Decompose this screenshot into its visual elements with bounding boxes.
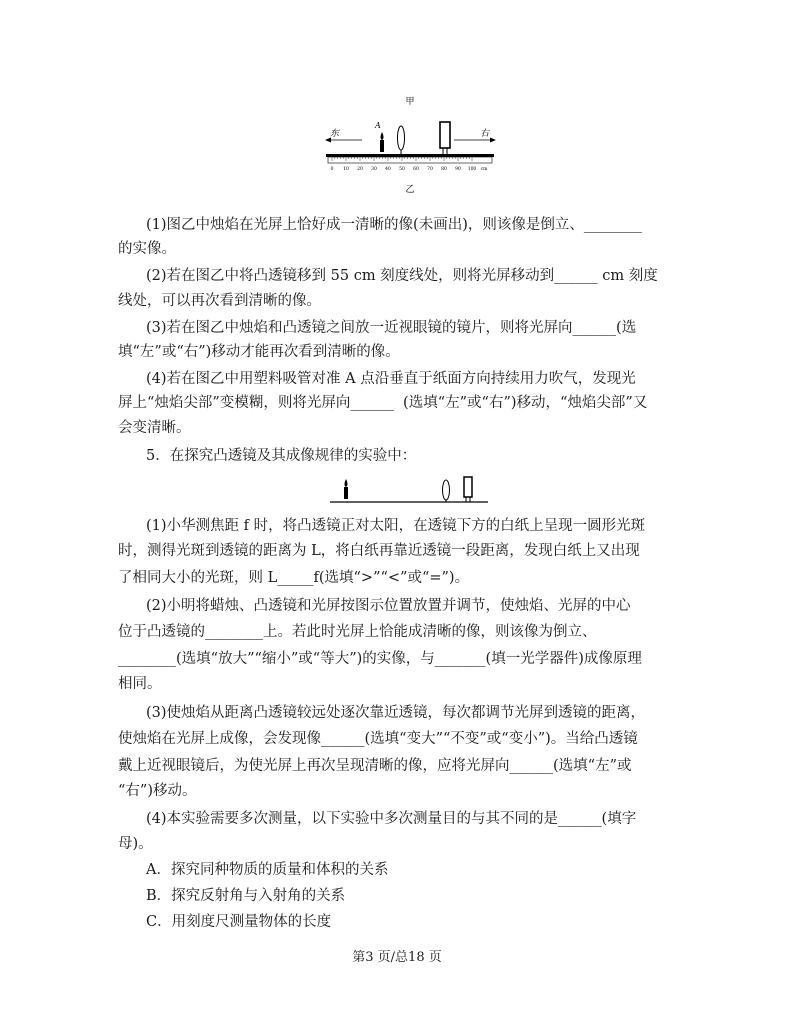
- question-5-line: 位于凸透镜的________上。若此时光屏上恰能成清晰的像，则该像为倒立、: [118, 624, 597, 640]
- question-4-line: 会变清晰。: [118, 420, 191, 436]
- question-5-line: 母)。: [118, 836, 153, 852]
- point-a-label: A: [375, 121, 381, 130]
- ruler-tick-label: 40: [385, 167, 391, 172]
- figure-title: 甲: [405, 97, 415, 107]
- candle-icon: [380, 140, 384, 152]
- lens-setup-figure: [326, 475, 492, 505]
- question-4-line: 线处，可以再次看到清晰的像。: [118, 293, 321, 309]
- question-5-title: 5．在探究凸透镜及其成像规律的实验中：: [146, 448, 417, 464]
- question-4-line: 的实像。: [118, 241, 176, 257]
- light-screen-icon: [464, 477, 472, 497]
- convex-lens-icon: [443, 480, 450, 500]
- right-label: 右: [480, 129, 490, 139]
- question-4-line: (3)若在图乙中烛焰和凸透镜之间放一近视眼镜的镜片，则将光屏向______(选: [146, 320, 637, 336]
- figure-caption: 乙: [405, 185, 415, 195]
- ruler-tick-label: 60: [413, 167, 419, 172]
- question-5-line: ________(选填“放大”“缩小”或“等大”)的实像，与_______(填一光学器件)成像原理: [118, 651, 642, 667]
- ruler-tick-label: 100: [467, 167, 477, 172]
- question-5-line: (3)使烛焰从距离凸透镜较远处逐次靠近透镜，每次都调节光屏到透镜的距离，: [146, 705, 646, 721]
- ruler-tick-label: 10: [343, 167, 349, 172]
- ruler-tick-label: 20: [357, 167, 363, 172]
- bench-bar: [326, 154, 494, 157]
- question-5-line: 戴上近视眼镜后，为使光屏上再次呈现清晰的像，应将光屏向______(选填“左”或: [118, 758, 632, 774]
- question-4-line: (1)图乙中烛焰在光屏上恰好成一清晰的像(未画出)，则该像是倒立、________: [146, 217, 642, 233]
- light-screen-icon: [440, 122, 450, 148]
- ruler-tick-label: cm: [480, 167, 488, 172]
- ruler-tick-label: 80: [441, 167, 447, 172]
- ruler-tick-labels: [331, 166, 489, 172]
- ruler: [328, 157, 492, 163]
- question-5-line: (1)小华测焦距 f 时，将凸透镜正对太阳，在透镜下方的白纸上呈现一圆形光斑: [146, 518, 646, 534]
- question-4-line: (2)若在图乙中将凸透镜移到 55 cm 刻度线处，则将光屏移动到______ cm 刻度: [146, 268, 658, 284]
- ruler-tick-label: 30: [371, 167, 377, 172]
- question-4-line: 填“左”或“右”)移动才能再次看到清晰的像。: [118, 344, 400, 360]
- candle-icon: [344, 487, 348, 499]
- question-5-line: 相同。: [118, 676, 162, 692]
- convex-lens-icon: [398, 126, 405, 150]
- question-5-line: 使烛焰在光屏上成像，会发现像______(选填“变大”“不变”或“变小”)。当给凸透镜: [118, 731, 638, 747]
- question-5-line: (2)小明将蜡烛、凸透镜和光屏按图示位置放置并调节，使烛焰、光屏的中心: [146, 598, 631, 614]
- question-5-line: 时，测得光斑到透镜的距离为 L，将白纸再靠近透镜一段距离，发现白纸上又出现: [118, 543, 640, 559]
- optical-bench-figure: [322, 92, 498, 196]
- question-5-line: (4)本实验需要多次测量，以下实验中多次测量目的与其不同的是______(填字: [146, 811, 637, 827]
- question-5-line: C．用刻度尺测量物体的长度: [146, 914, 332, 930]
- question-4-line: (4)若在图乙中用塑料吸管对准 A 点沿垂直于纸面方向持续用力吹气，发现光: [146, 371, 636, 387]
- left-label: 东: [330, 129, 340, 139]
- question-5-line: A．探究同种物质的质量和体积的关系: [146, 862, 389, 878]
- question-5-line: B．探究反射角与入射角的关系: [146, 888, 346, 904]
- flame-icon: [381, 132, 384, 140]
- ruler-tick-label: 90: [455, 167, 461, 172]
- question-5-line: 了相同大小的光斑，则 L_____f(选填“>”“<”或“=”)。: [118, 570, 470, 586]
- ruler-tick-label: 0: [330, 167, 334, 172]
- flame-icon: [345, 479, 348, 487]
- question-4-line: 屏上“烛焰尖部”变模糊，则将光屏向______ (选填“左”或“右”)移动，“烛焰尖部”又: [118, 395, 648, 411]
- ruler-tick-label: 70: [427, 167, 433, 172]
- ruler-tick-label: 50: [399, 167, 405, 172]
- page-footer: 第3 页/总18 页: [352, 950, 442, 965]
- question-5-line: “右”)移动。: [118, 783, 197, 799]
